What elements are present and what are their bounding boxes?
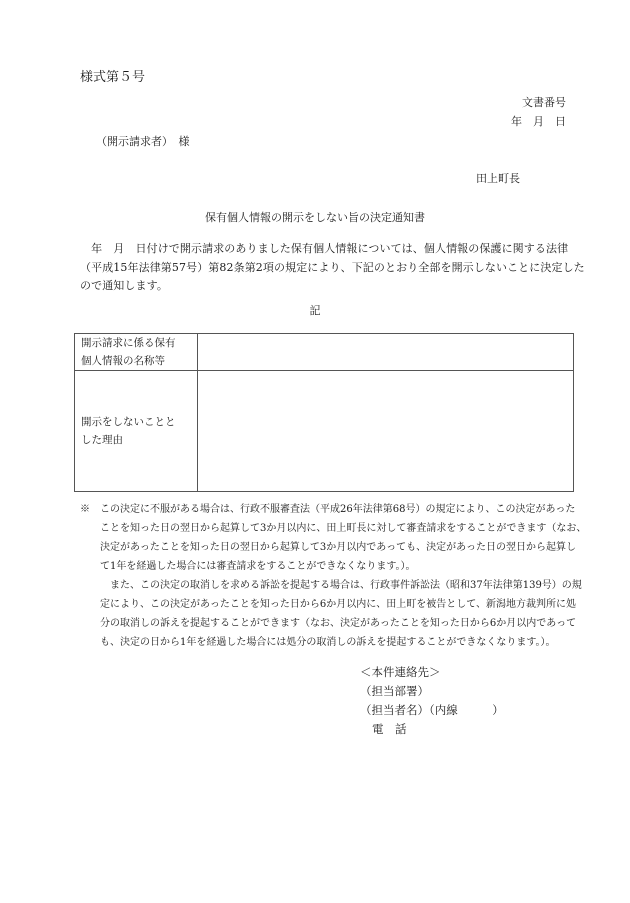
body-line: ので通知します。 (80, 279, 168, 292)
row1-label-line: 開示請求に係る保有 (81, 337, 176, 349)
row2-label-line: した理由 (81, 434, 123, 446)
contact-phone: 電 話 (372, 722, 407, 736)
body-line: （平成15年法律第57号）第82条第2項の規定により、下記のとおり全部を開示しないことに決定した (80, 260, 585, 274)
note-line: また、この決定の取消しを求める訴訟を提起する場合は、行政事件訴訟法（昭和37年法律第139号）の規 (80, 580, 582, 591)
row1-label (75, 334, 198, 371)
document-number-label: 文書番号 (522, 96, 566, 109)
note-line: て1年を経過した場合には審査請求をすることができなくなります。）。 (80, 561, 416, 572)
note-line: 決定があったことを知った日の翌日から起算して3か月以内であっても、決定があった日の翌日から起算し (80, 542, 577, 553)
note-line: 定により、この決定があったことを知った日から6か月以内に、田上町を被告として、新潟地方裁判所に処 (80, 599, 577, 610)
row2-label-line: 開示をしないことと (81, 416, 176, 428)
row2-value (198, 371, 574, 492)
row2-label (75, 371, 198, 492)
contact-heading: ＜本件連絡先＞ (360, 665, 441, 679)
contact-block (360, 663, 504, 739)
sender: 田上町長 (476, 172, 520, 185)
info-table (74, 333, 574, 492)
note-line: も、決定の日から1年を経過した場合には処分の取消しの訴えを提起することができなくなります。）。 (80, 637, 556, 648)
row1-label-line: 個人情報の名称等 (81, 355, 165, 367)
notes (80, 500, 586, 652)
date-line: 年 月 日 (511, 115, 566, 128)
note-line: ※ この決定に不服がある場合は、行政不服審査法（平成26年法律第68号）の規定により、この決定があった (80, 504, 576, 515)
document-title: 保有個人情報の開示をしない旨の決定通知書 (205, 211, 425, 224)
table-row (75, 371, 574, 492)
note-line: 分の取消しの訴えを提起することができます（なお、決定があったことを知った日から6か月以内であって (80, 618, 577, 629)
form-number: 様式第５号 (80, 70, 146, 85)
body-text (80, 240, 585, 296)
note-line: ことを知った日の翌日から起算して3か月以内に、田上町長に対して審査請求をすることができます（なお、 (80, 523, 587, 534)
addressee: （開示請求者） 様 (96, 135, 190, 148)
contact-dept: （担当部署） (360, 684, 429, 698)
row1-value (198, 334, 574, 371)
table-row (75, 334, 574, 371)
body-line: 年 月 日付けで開示請求のありました保有個人情報については、個人情報の保護に関する法律 (80, 242, 569, 255)
contact-person: （担当者名）（内線 ） (360, 703, 504, 717)
ki-heading: 記 (309, 304, 321, 317)
